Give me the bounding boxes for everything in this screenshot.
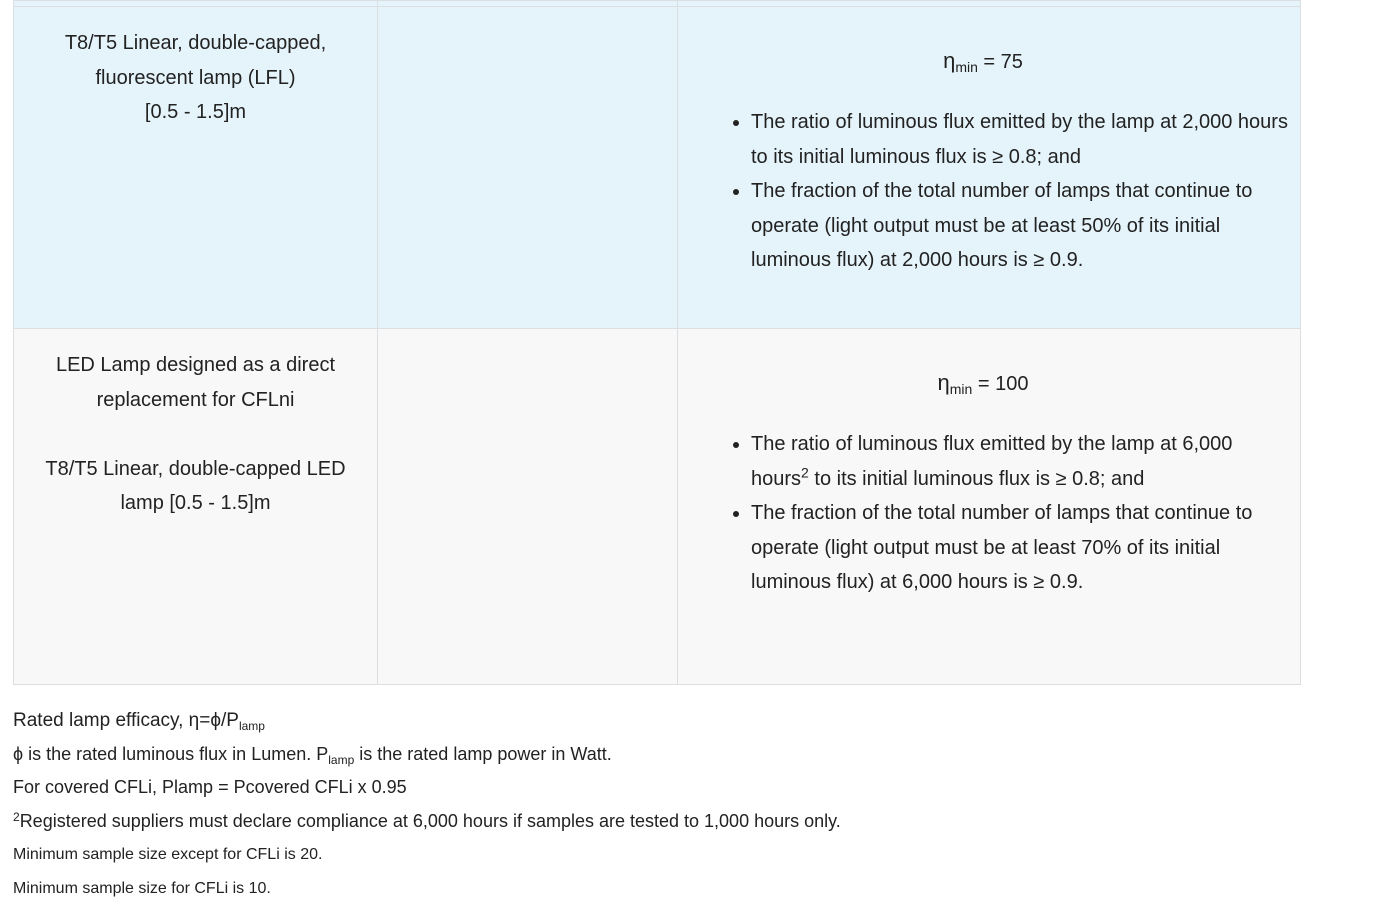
footnote-ref: 2 — [801, 463, 809, 480]
requirement-item — [751, 427, 1288, 496]
efficacy-label: Rated lamp efficacy, — [13, 710, 189, 731]
flux-text: ϕ is the rated luminous flux in Lumen. P — [13, 743, 329, 764]
footnote-marker: 2 — [13, 809, 20, 824]
requirement-list — [678, 427, 1288, 600]
requirement-text: to its initial luminous flux is ≥ 0.8; and — [808, 467, 1145, 490]
flux-text: is the rated lamp power in Watt. — [354, 743, 612, 764]
eta-value: = 75 — [977, 51, 1023, 73]
requirement-item: • The fraction of the total number of lamps that continue to operate (light output must be at least 70% of its initial luminous flux) at 6,000 hours is ≥ 0.9. — [751, 496, 1288, 600]
flux-note — [13, 738, 1313, 772]
sample-size-note: Minimum sample size for CFLi is 10. — [13, 879, 271, 897]
eta-subscript: min — [955, 59, 978, 75]
table-row — [14, 329, 1301, 685]
lamp-type-line: LED Lamp designed as a direct replacement for CFLni — [55, 354, 336, 411]
eta-symbol: η — [937, 370, 950, 395]
empty-cell — [378, 7, 678, 329]
lamp-type-line: T8/T5 Linear, double-capped LED lamp [0.5 - 1.5]m — [45, 457, 346, 514]
efficacy-formula: η=ϕ/P — [188, 710, 239, 731]
requirement-text: The ratio of luminous flux emitted by the lamp at 6,000 hours — [751, 433, 1233, 490]
lamp-type-line: [0.5 - 1.5]m — [144, 101, 247, 123]
requirements-cell — [678, 329, 1301, 685]
lamp-type-line: fluorescent lamp (LFL) — [95, 66, 296, 89]
table-row — [14, 7, 1301, 329]
eta-symbol: η — [943, 48, 956, 73]
min-efficacy — [678, 369, 1288, 403]
requirement-list — [678, 105, 1288, 278]
formula-subscript: lamp — [238, 719, 265, 733]
requirement-item: • The fraction of the total number of lamps that continue to operate (light output must be at least 50% of its initial luminous flux) at 2,000 hours is ≥ 0.9. — [751, 174, 1288, 278]
lamp-type-line: T8/T5 Linear, double-capped, — [64, 32, 327, 54]
lamp-type-cell — [14, 329, 378, 685]
min-efficacy — [678, 47, 1288, 81]
eta-subscript: min — [949, 381, 973, 397]
eta-value: = 100 — [972, 373, 1029, 395]
lamp-type-cell — [14, 7, 378, 329]
flux-subscript: lamp — [328, 752, 355, 767]
requirements-cell — [678, 7, 1301, 329]
footnote-text: Registered suppliers must declare compliance at 6,000 hours if samples are tested to 1,000 hours only. — [19, 810, 841, 831]
efficacy-note — [13, 704, 1313, 738]
notes-section — [13, 704, 1313, 905]
requirements-table — [13, 0, 1301, 685]
requirements-table-wrapper — [13, 0, 1300, 685]
sample-size-note: Minimum sample size except for CFLi is 20. — [13, 846, 323, 863]
requirement-item: • The ratio of luminous flux emitted by the lamp at 2,000 hours to its initial luminous flux is ≥ 0.8; and — [751, 105, 1288, 174]
footnote — [13, 805, 1313, 839]
covered-note: For covered CFLi, Plamp = Pcovered CFLi x 0.95 — [13, 777, 407, 797]
empty-cell — [378, 329, 678, 685]
